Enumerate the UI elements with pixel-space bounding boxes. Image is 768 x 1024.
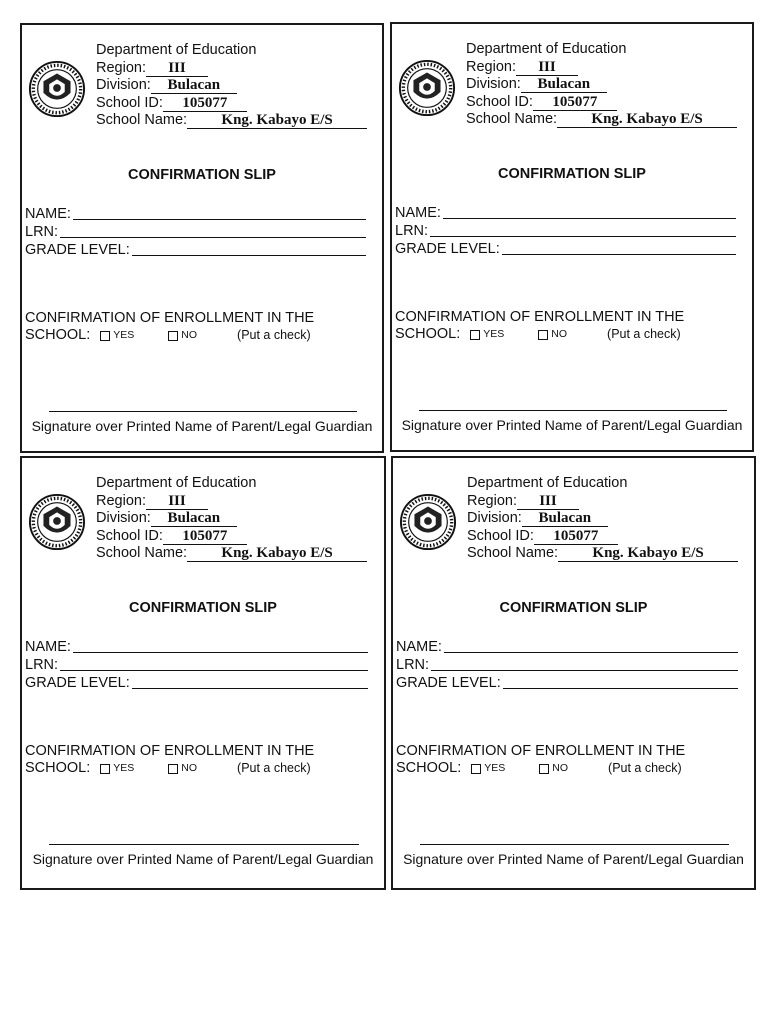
yes-option[interactable] xyxy=(471,760,505,777)
department-name: Department of Education xyxy=(96,42,257,58)
enrollment-confirmation xyxy=(25,743,380,777)
confirm-question: CONFIRMATION OF ENROLLMENT IN THE xyxy=(396,743,686,759)
signature-label: Signature over Printed Name of Parent/Legal Guardian xyxy=(32,851,374,867)
yes-label: YES xyxy=(113,762,135,774)
name-label: NAME: xyxy=(395,205,441,221)
deped-seal-icon xyxy=(398,59,456,117)
yes-checkbox[interactable] xyxy=(100,764,110,774)
name-field[interactable] xyxy=(444,651,738,653)
grade-level-label: GRADE LEVEL: xyxy=(25,675,130,691)
yes-label: YES xyxy=(483,328,505,340)
lrn-field[interactable] xyxy=(431,669,738,671)
no-option[interactable] xyxy=(168,327,197,344)
no-checkbox[interactable] xyxy=(538,330,548,340)
no-checkbox[interactable] xyxy=(168,764,178,774)
department-name: Department of Education xyxy=(96,475,257,491)
school-name-value: Kng. Kabayo E/S xyxy=(557,112,737,128)
school-name-value: Kng. Kabayo E/S xyxy=(187,113,367,129)
signature-line[interactable] xyxy=(49,844,359,845)
division-value: Bulacan xyxy=(522,511,608,527)
student-fields xyxy=(396,637,738,691)
grade-level-field[interactable] xyxy=(502,253,736,255)
school-name-label: School Name: xyxy=(96,112,188,128)
yes-label: YES xyxy=(113,329,135,341)
slip-title: CONFIRMATION SLIP xyxy=(499,600,648,616)
signature-line[interactable] xyxy=(419,410,727,411)
grade-level-field[interactable] xyxy=(503,687,738,689)
school-id-value: 105077 xyxy=(163,529,247,545)
yes-option[interactable] xyxy=(470,326,504,343)
region-label: Region: xyxy=(466,58,516,75)
no-option[interactable] xyxy=(539,760,568,777)
yes-option[interactable] xyxy=(100,760,134,777)
school-label: SCHOOL: xyxy=(396,760,462,776)
grade-level-field[interactable] xyxy=(132,254,366,256)
signature-label: Signature over Printed Name of Parent/Legal Guardian xyxy=(31,418,373,434)
school-id-label: School ID: xyxy=(467,527,534,544)
slip-title: CONFIRMATION SLIP xyxy=(498,166,646,182)
name-field[interactable] xyxy=(73,218,366,220)
check-hint: (Put a check) xyxy=(608,761,682,775)
school-id-label: School ID: xyxy=(96,94,163,111)
name-field[interactable] xyxy=(443,217,736,219)
school-id-value: 105077 xyxy=(163,96,247,112)
region-value: III xyxy=(517,494,579,510)
signature-line[interactable] xyxy=(49,411,357,412)
division-value: Bulacan xyxy=(521,77,607,93)
school-header xyxy=(96,42,378,130)
school-name-label: School Name: xyxy=(467,545,559,561)
slip-title: CONFIRMATION SLIP xyxy=(128,167,276,183)
lrn-field[interactable] xyxy=(430,235,736,237)
enrollment-confirmation xyxy=(25,310,378,344)
check-hint: (Put a check) xyxy=(237,761,311,775)
confirm-question: CONFIRMATION OF ENROLLMENT IN THE xyxy=(25,743,315,759)
division-value: Bulacan xyxy=(151,78,237,94)
no-label: NO xyxy=(551,328,568,340)
enrollment-confirmation xyxy=(395,309,748,343)
yes-checkbox[interactable] xyxy=(100,331,110,341)
enrollment-confirmation xyxy=(396,743,750,777)
name-field[interactable] xyxy=(73,651,368,653)
deped-seal-icon xyxy=(399,493,457,551)
deped-seal-icon xyxy=(28,493,86,551)
school-label: SCHOOL: xyxy=(395,326,461,342)
no-checkbox[interactable] xyxy=(168,331,178,341)
department-name: Department of Education xyxy=(466,41,627,57)
lrn-field[interactable] xyxy=(60,669,368,671)
signature-line[interactable] xyxy=(420,844,729,845)
lrn-label: LRN: xyxy=(396,657,430,673)
signature-label: Signature over Printed Name of Parent/Legal Guardian xyxy=(403,851,744,867)
region-label: Region: xyxy=(96,59,146,76)
confirm-question: CONFIRMATION OF ENROLLMENT IN THE xyxy=(395,309,685,325)
division-label: Division: xyxy=(467,510,522,526)
lrn-label: LRN: xyxy=(25,224,59,240)
school-name-label: School Name: xyxy=(96,545,188,561)
grade-level-label: GRADE LEVEL: xyxy=(395,241,500,257)
student-fields xyxy=(25,637,368,691)
student-fields xyxy=(25,204,366,258)
check-hint: (Put a check) xyxy=(237,328,311,342)
name-label: NAME: xyxy=(25,206,71,222)
no-option[interactable] xyxy=(168,760,197,777)
no-option[interactable] xyxy=(538,326,567,343)
lrn-label: LRN: xyxy=(395,223,429,239)
student-fields xyxy=(395,203,736,257)
no-label: NO xyxy=(181,329,198,341)
grade-level-label: GRADE LEVEL: xyxy=(396,675,501,691)
confirmation-slip-4 xyxy=(391,456,756,890)
school-label: SCHOOL: xyxy=(25,760,91,776)
school-label: SCHOOL: xyxy=(25,327,91,343)
no-checkbox[interactable] xyxy=(539,764,549,774)
region-label: Region: xyxy=(96,492,146,509)
name-label: NAME: xyxy=(25,639,71,655)
confirmation-slip-3 xyxy=(20,456,386,890)
signature-label: Signature over Printed Name of Parent/Legal Guardian xyxy=(401,417,743,433)
lrn-field[interactable] xyxy=(60,236,366,238)
division-value: Bulacan xyxy=(151,511,237,527)
region-label: Region: xyxy=(467,492,517,509)
check-hint: (Put a check) xyxy=(607,327,681,341)
region-value: III xyxy=(146,61,208,77)
school-name-value: Kng. Kabayo E/S xyxy=(187,546,367,562)
slip-title: CONFIRMATION SLIP xyxy=(129,600,277,616)
school-id-label: School ID: xyxy=(96,527,163,544)
school-name-value: Kng. Kabayo E/S xyxy=(558,546,738,562)
division-label: Division: xyxy=(96,510,151,526)
department-name: Department of Education xyxy=(467,475,628,491)
confirmation-slip-2 xyxy=(390,22,754,452)
yes-checkbox[interactable] xyxy=(471,764,481,774)
name-label: NAME: xyxy=(396,639,442,655)
division-label: Division: xyxy=(96,77,151,93)
deped-seal-icon xyxy=(28,60,86,118)
lrn-label: LRN: xyxy=(25,657,59,673)
grade-level-label: GRADE LEVEL: xyxy=(25,242,130,258)
school-id-value: 105077 xyxy=(534,529,618,545)
yes-label: YES xyxy=(484,762,506,774)
no-label: NO xyxy=(181,762,198,774)
no-label: NO xyxy=(552,762,569,774)
region-value: III xyxy=(516,60,578,76)
school-header xyxy=(466,41,748,129)
school-header xyxy=(96,475,380,563)
yes-option[interactable] xyxy=(100,327,134,344)
yes-checkbox[interactable] xyxy=(470,330,480,340)
region-value: III xyxy=(146,494,208,510)
grade-level-field[interactable] xyxy=(132,687,368,689)
school-header xyxy=(467,475,750,563)
school-id-label: School ID: xyxy=(466,93,533,110)
confirmation-slip-1 xyxy=(20,23,384,453)
division-label: Division: xyxy=(466,76,521,92)
school-name-label: School Name: xyxy=(466,111,558,127)
school-id-value: 105077 xyxy=(533,95,617,111)
confirm-question: CONFIRMATION OF ENROLLMENT IN THE xyxy=(25,310,315,326)
